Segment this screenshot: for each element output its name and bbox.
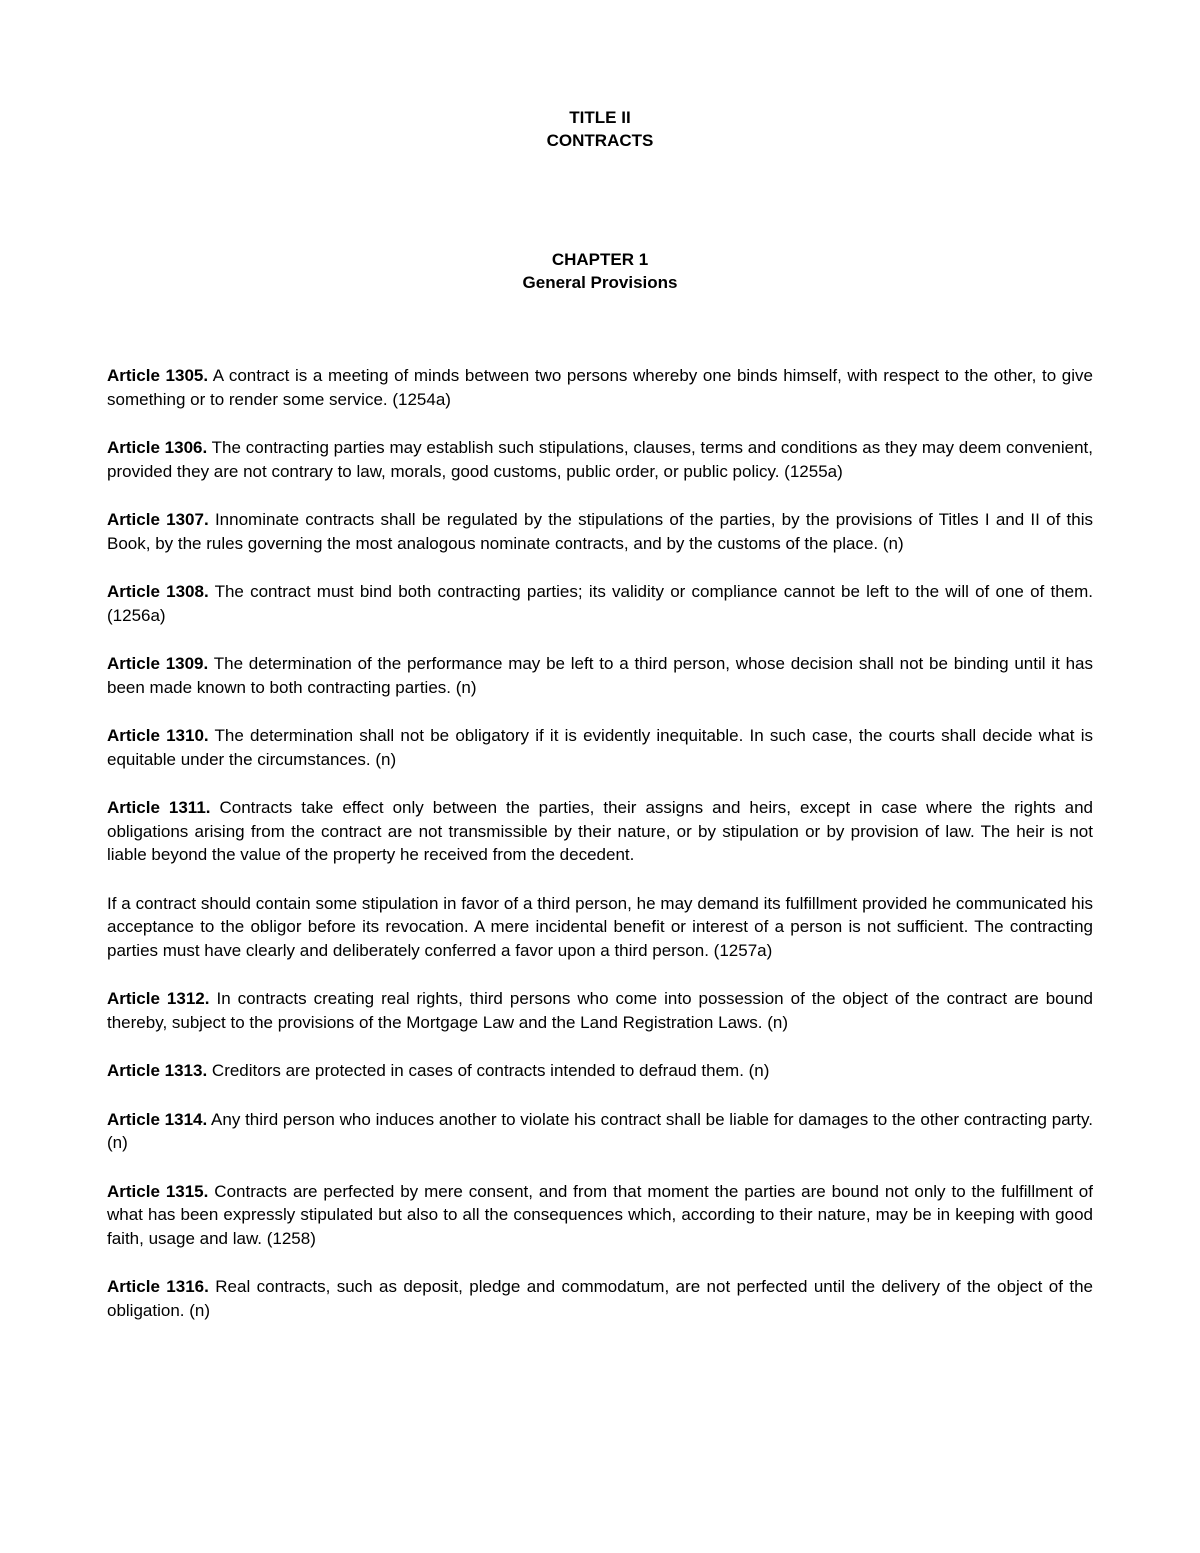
- article-1313: [107, 1059, 1093, 1083]
- article-label: Article 1313.: [107, 1061, 208, 1080]
- article-text: Contracts take effect only between the parties, their assigns and heirs, except in case where the rights and obligations arising from the contract are not transmissible by their nature, or by stipulation or by provision of law. The heir is not liable beyond the value of the property he received from the decedent.: [107, 798, 1093, 864]
- article-label: Article 1305.: [107, 366, 209, 385]
- article-text: The determination shall not be obligatory if it is evidently inequitable. In such case, the courts shall decide what is equitable under the circumstances. (n): [107, 726, 1093, 769]
- article-label: Article 1310.: [107, 726, 209, 745]
- article-label: Article 1306.: [107, 438, 208, 457]
- title-heading: [107, 0, 1093, 152]
- article-1310: [107, 724, 1093, 771]
- article-1311: [107, 796, 1093, 867]
- article-text: Any third person who induces another to violate his contract shall be liable for damages to the other contracting party. (n): [107, 1109, 1093, 1152]
- article-1306: [107, 436, 1093, 483]
- article-1315: [107, 1180, 1093, 1251]
- article-1308: [107, 580, 1093, 627]
- article-text: Innominate contracts shall be regulated by the stipulations of the parties, by the provisions of Titles I and II of this Book, by the rules governing the most analogous nominate contracts, and by the customs of the place. (n): [107, 510, 1093, 553]
- article-text: The contract must bind both contracting parties; its validity or compliance cannot be left to the will of one of them. (1256a): [107, 582, 1093, 625]
- title-name: CONTRACTS: [546, 131, 654, 150]
- article-text: If a contract should contain some stipulation in favor of a third person, he may demand its fulfillment provided he communicated his acceptance to the obligor before its revocation. A mere incidental benefit or interest of a person is not sufficient. The contracting parties must have clearly and deliberately conferred a favor upon a third person. (1257a): [107, 893, 1093, 960]
- article-1311-second-paragraph: [107, 892, 1093, 963]
- article-1309: [107, 652, 1093, 699]
- article-text: The contracting parties may establish such stipulations, clauses, terms and conditions as they may deem convenient, provided they are not contrary to law, morals, good customs, public order, or public policy. (1255a): [107, 438, 1093, 481]
- article-label: Article 1314.: [107, 1109, 208, 1129]
- article-text: A contract is a meeting of minds between two persons whereby one binds himself, with respect to the other, to give something or to render some service. (1254a): [107, 366, 1093, 409]
- article-label: Article 1307.: [107, 510, 209, 529]
- article-1314: [107, 1108, 1093, 1155]
- article-1312: [107, 987, 1093, 1034]
- article-1307: [107, 508, 1093, 555]
- article-label: Article 1312.: [107, 989, 210, 1008]
- article-list: [107, 364, 1093, 1322]
- article-text: The determination of the performance may be left to a third person, whose decision shall not be binding until it has been made known to both contracting parties. (n): [107, 654, 1094, 697]
- article-text: In contracts creating real rights, third persons who come into possession of the object of the contract are bound thereby, subject to the provisions of the Mortgage Law and the Land Registration Laws. (n): [107, 989, 1093, 1032]
- article-label: Article 1316.: [107, 1277, 209, 1296]
- article-label: Article 1308.: [107, 582, 209, 601]
- article-text: Contracts are perfected by mere consent, and from that moment the parties are bound not only to the fulfillment of what has been expressly stipulated but also to all the consequences which, according to their nature, may be in keeping with good faith, usage and law. (1258): [107, 1181, 1093, 1248]
- article-label: Article 1309.: [107, 654, 209, 673]
- article-label: Article 1311.: [107, 798, 211, 817]
- article-1316: [107, 1275, 1093, 1322]
- title-number: TITLE II: [569, 108, 631, 127]
- article-label: Article 1315.: [107, 1181, 209, 1201]
- article-text: Real contracts, such as deposit, pledge and commodatum, are not perfected until the delivery of the object of the obligation. (n): [107, 1277, 1093, 1320]
- article-text: Creditors are protected in cases of contracts intended to defraud them. (n): [207, 1061, 770, 1080]
- chapter-heading: [107, 248, 1093, 294]
- article-1305: [107, 364, 1093, 411]
- chapter-number: CHAPTER 1: [551, 250, 649, 269]
- chapter-name: General Provisions: [522, 273, 678, 292]
